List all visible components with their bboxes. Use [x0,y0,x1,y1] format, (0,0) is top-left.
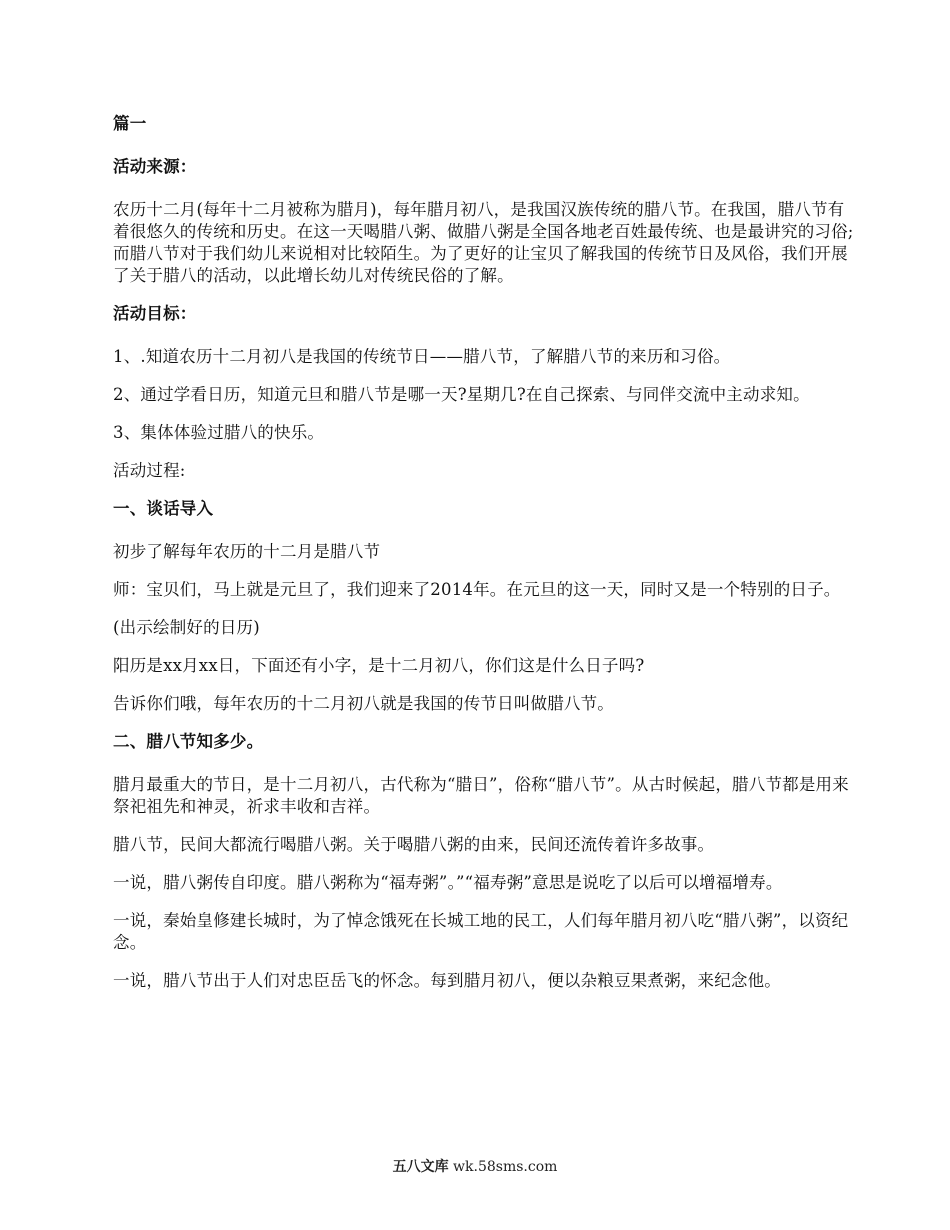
footer-url[interactable]: wk.58sms.com [453,1159,558,1175]
part2-paragraph: 腊八节，民间大都流行喝腊八粥。关于喝腊八粥的由来，民间还流传着许多故事。 [113,835,715,854]
document-page [113,113,858,1008]
part2-paragraph: 一说，腊八粥传自印度。腊八粥称为“福寿粥”。”“福寿粥”意思是说吃了以后可以增福增寿。 [113,873,783,892]
part2-paragraph: 一说，腊八节出于人们对忠臣岳飞的怀念。每到腊月初八，便以杂粮豆果煮粥，来纪念他。 [113,971,781,990]
part1-paragraph: 告诉你们哦，每年农历的十二月初八就是我国的传节日叫做腊八节。 [113,694,614,713]
goal-item: 1、.知道农历十二月初八是我国的传统节日——腊八节，了解腊八节的来历和习俗。 [113,347,731,366]
source-paragraph: 农历十二月(每年十二月被称为腊月)，每年腊月初八，是我国汉族传统的腊八节。在我国，腊八节有着很悠久的传统和历史。在这一天喝腊八粥、做腊八粥是全国各地老百姓最传统、也是最讲究的习俗;而腊八节对于我们幼儿来说相对比较陌生。为了更好的让宝贝了解我国的传统节日及风俗，我们开展了关于腊八的活动，以此增长幼儿对传统民俗的了解。 [113,200,854,285]
part1-paragraph: 阳历是xx月xx日，下面还有小字，是十二月初八，你们这是什么日子吗? [113,656,645,675]
source-heading: 活动来源： [113,157,197,176]
goal-item: 3、集体体验过腊八的快乐。 [113,423,325,442]
part2-heading: 二、腊八节知多少。 [113,732,264,751]
goals-heading: 活动目标： [113,304,197,323]
part1-paragraph: 初步了解每年农历的十二月是腊八节 [113,542,381,561]
part1-paragraph: (出示绘制好的日历) [113,618,260,637]
part1-heading: 一、谈话导入 [113,499,214,518]
part1-paragraph: 师：宝贝们，马上就是元旦了，我们迎来了2014年。在元旦的这一天，同时又是一个特别的日子。 [113,580,841,599]
footer-brand: 五八文库 [392,1159,449,1175]
part2-paragraph: 一说，秦始皇修建长城时，为了悼念饿死在长城工地的民工，人们每年腊月初八吃“腊八粥”，以资纪念。 [113,911,849,952]
page-footer [0,1156,950,1176]
goal-item: 2、通过学看日历，知道元旦和腊八节是哪一天?星期几?在自己探索、与同伴交流中主动求知。 [113,385,810,404]
section-title: 篇一 [113,114,147,133]
part2-paragraph: 腊月最重大的节日，是十二月初八，古代称为“腊日”，俗称“腊八节”。从古时候起，腊八节都是用来祭祀祖先和神灵，祈求丰收和吉祥。 [113,775,849,816]
process-label: 活动过程: [113,461,186,480]
